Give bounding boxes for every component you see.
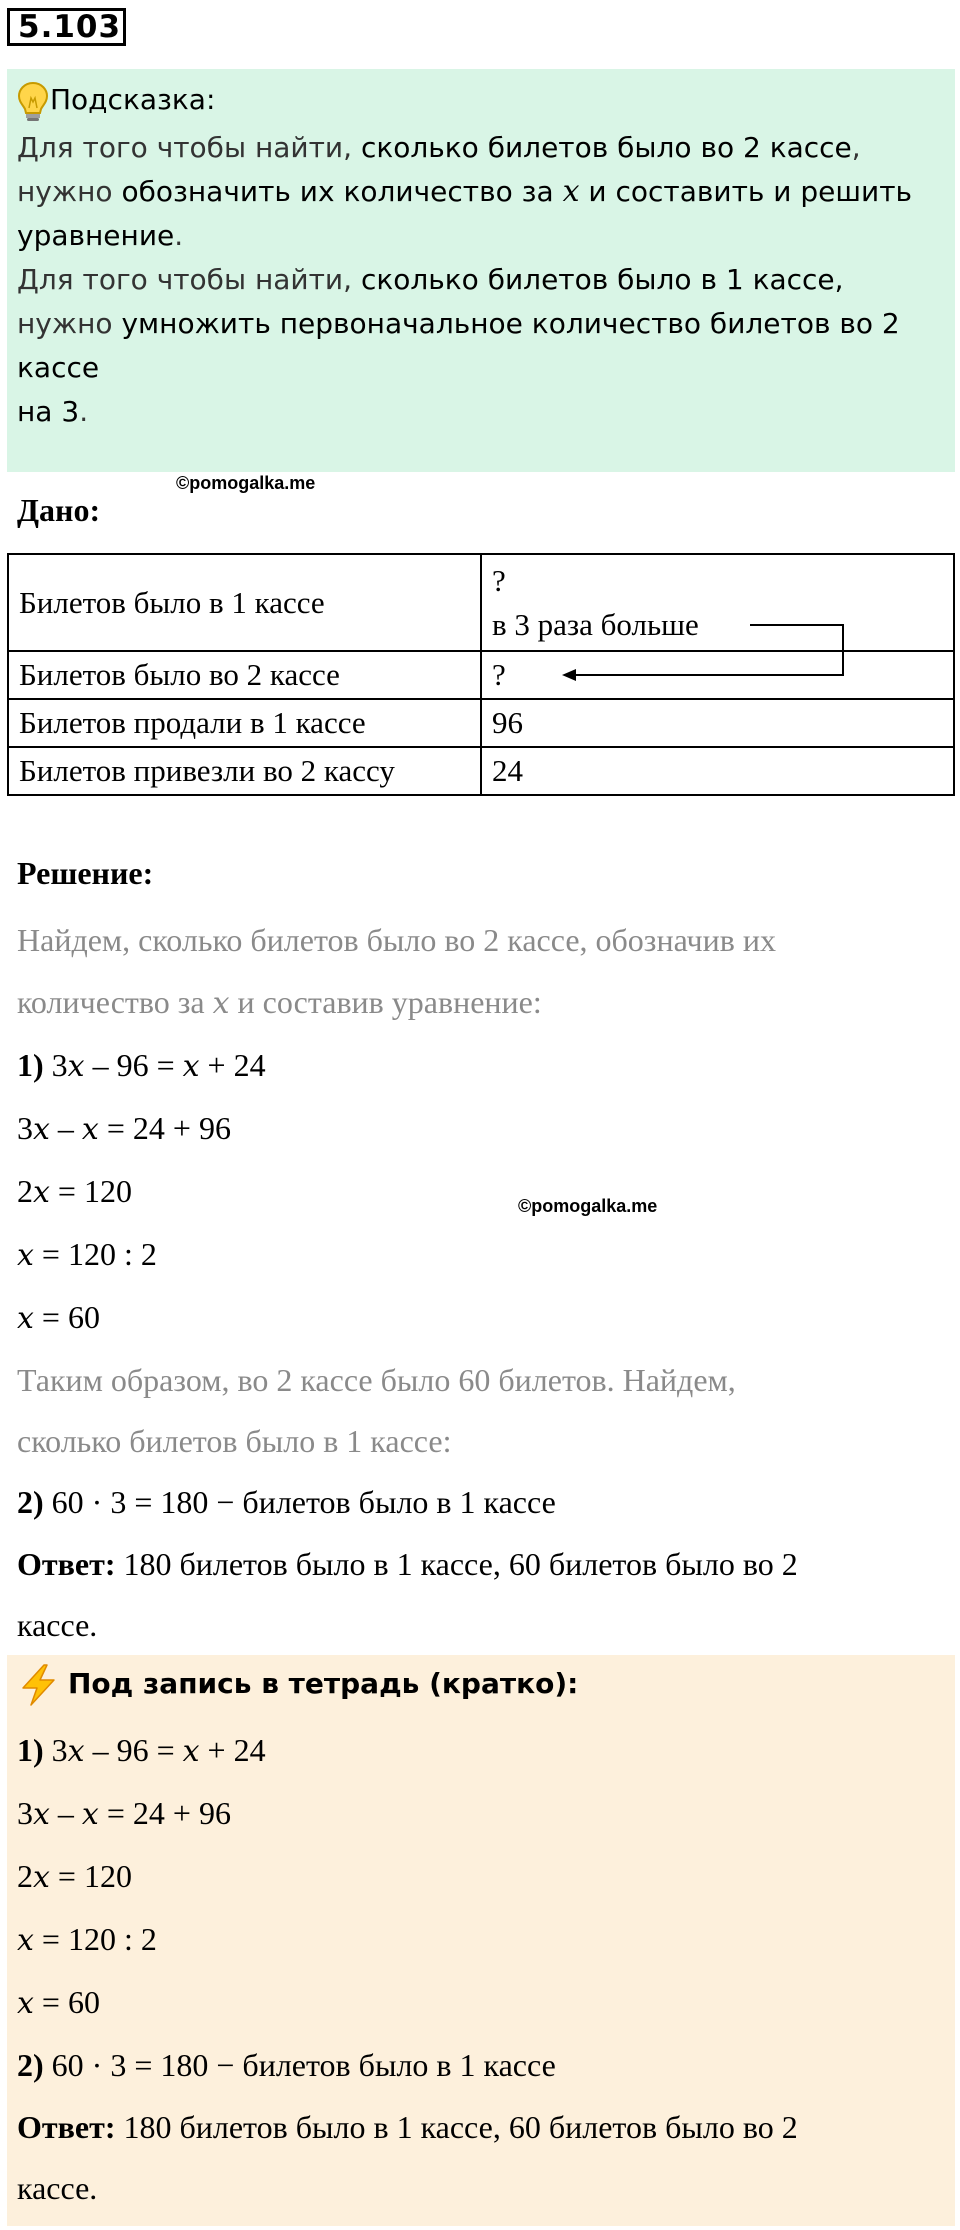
equation-2: 3x – x = 24 + 96 (17, 1795, 231, 1832)
hint-segment: и составить и решить (579, 175, 913, 208)
lightbulb-icon (16, 80, 50, 124)
relation-note: в 3 раза больше (492, 606, 699, 642)
step-2: 2) 60 · 3 = 180 − билетов было в 1 кассе (17, 2047, 556, 2083)
task-number: 5.103 (7, 8, 126, 46)
table-row (8, 699, 954, 747)
answer: Ответ: 180 билетов было в 1 кассе, 60 билетов было во 2 (17, 1546, 798, 1582)
hint-paragraph (17, 126, 947, 258)
hint-segment: кассе (17, 351, 100, 384)
hint-segment: Для того чтобы найти, (17, 263, 361, 296)
hint-text (17, 126, 947, 434)
equation-4: x = 120 : 2 (17, 1921, 157, 1958)
equation-3: 2x = 120 (17, 1173, 132, 1210)
watermark: ©pomogalka.me (518, 1196, 658, 1216)
equation-5: x = 60 (17, 1984, 100, 2021)
step-2: 2) 60 · 3 = 180 − билетов было в 1 кассе (17, 1484, 556, 1520)
watermark: ©pomogalka.me (176, 473, 316, 493)
notebook-title: Под запись в тетрадь (кратко): (68, 1667, 579, 1700)
table-row (8, 747, 954, 795)
hint-segment: на 3 (17, 395, 80, 428)
solution-intro: Найдем, сколько билетов было во 2 кассе, обозначив их (17, 922, 776, 958)
hint-segment: . (174, 219, 184, 252)
lightning-icon (17, 1663, 61, 1707)
value-text: ? (492, 562, 506, 598)
table-cell-value: 96 (481, 699, 954, 747)
hint-segment: , (851, 131, 861, 164)
table-cell-label: Билетов продали в 1 кассе (8, 699, 481, 747)
equation-4: x = 120 : 2 (17, 1236, 157, 1273)
hint-paragraph (17, 258, 947, 434)
hint-segment: сколько билетов было во 2 кассе (360, 131, 852, 164)
answer: Ответ: 180 билетов было в 1 кассе, 60 билетов было во 2 (17, 2109, 798, 2145)
hint-segment: нужно (17, 307, 122, 340)
hint-segment: x (562, 174, 580, 209)
hint-segment: сколько билетов было в 1 кассе, (360, 263, 844, 296)
solution-intro-2: количество за x и составив уравнение: (17, 984, 542, 1021)
hint-segment: нужно (17, 175, 122, 208)
hint-segment: . (79, 395, 89, 428)
solution-title: Решение: (17, 855, 154, 891)
relation-arrow (560, 615, 860, 685)
solution-middle: Таким образом, во 2 кассе было 60 билетов. Найдем, (17, 1362, 736, 1398)
table-cell-value: ? (481, 651, 954, 699)
table-cell-label: Билетов было во 2 кассе (8, 651, 481, 699)
answer-2: кассе. (17, 2170, 98, 2206)
answer-2: кассе. (17, 1607, 98, 1643)
equation-5: x = 60 (17, 1299, 100, 1336)
solution-middle-2: сколько билетов было в 1 кассе: (17, 1423, 452, 1459)
hint-segment: уравнение (17, 219, 175, 252)
equation-1: 1) 3x – 96 = x + 24 (17, 1732, 266, 1769)
table-cell-value: 24 (481, 747, 954, 795)
hint-segment: Для того чтобы найти, (17, 131, 361, 164)
equation-3: 2x = 120 (17, 1858, 132, 1895)
hint-segment: умножить первоначальное количество билетов во 2 (121, 307, 900, 340)
equation-1: 1) 3x – 96 = x + 24 (17, 1047, 266, 1084)
hint-title: Подсказка: (50, 83, 216, 116)
equation-2: 3x – x = 24 + 96 (17, 1110, 231, 1147)
hint-segment: обозначить их количество за (121, 175, 563, 208)
given-title: Дано: (17, 492, 101, 528)
table-cell-label: Билетов привезли во 2 кассу (8, 747, 481, 795)
table-cell-label: Билетов было в 1 кассе (8, 554, 481, 651)
